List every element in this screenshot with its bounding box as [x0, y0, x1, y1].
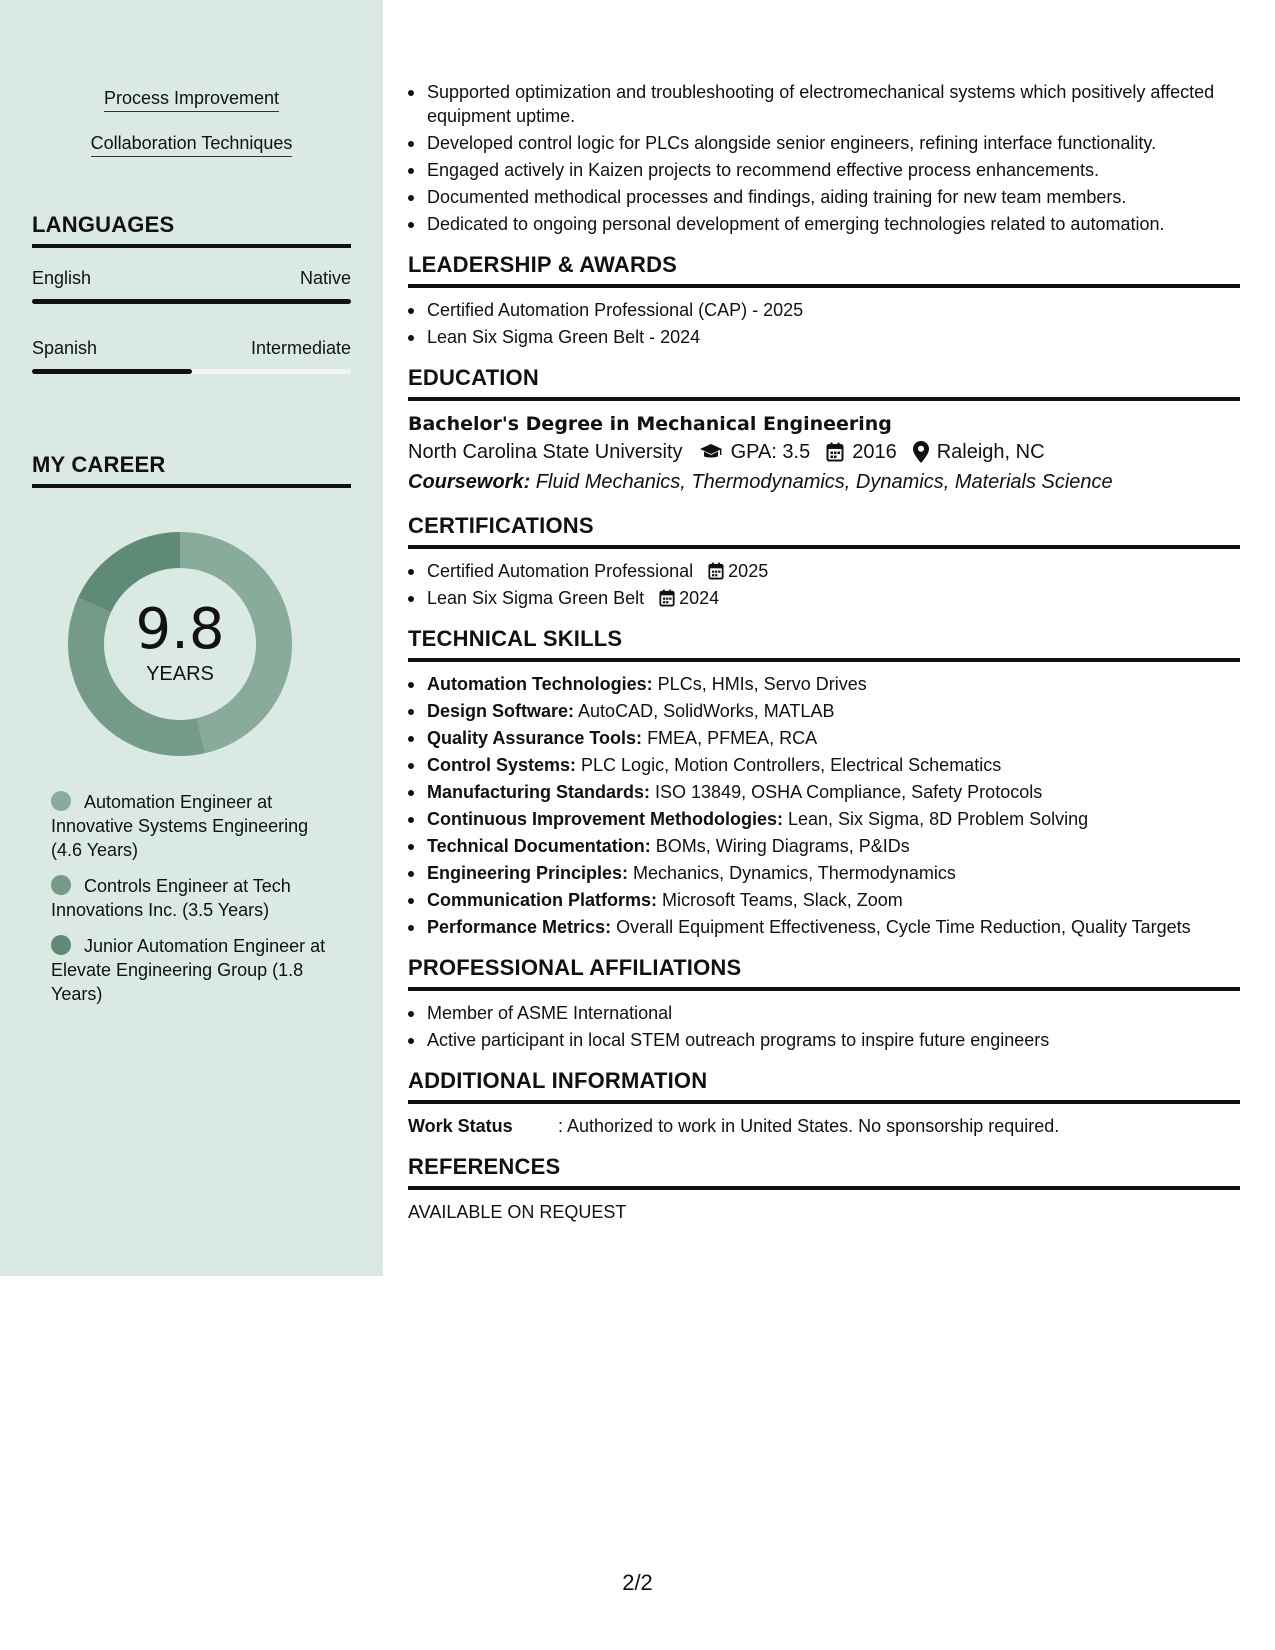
language-name: English: [32, 268, 92, 288]
calendar-icon: [826, 442, 844, 462]
language-row-spanish: [32, 338, 351, 359]
experience-bullet: Supported optimization and troubleshooting of electromechanical systems which positively affected equipment uptime.: [408, 80, 1240, 128]
language-name: Spanish: [32, 338, 98, 358]
experience-bullet: Engaged actively in Kaizen projects to recommend effective process enhancements.: [408, 158, 1240, 182]
section-heading: PROFESSIONAL AFFILIATIONS: [408, 955, 1240, 991]
certification-item: Lean Six Sigma Green Belt 2024: [408, 586, 1240, 610]
skill-item: Design Software: AutoCAD, SolidWorks, MATLAB: [408, 699, 1240, 723]
work-status-label: Work Status: [408, 1116, 513, 1136]
career-item: Junior Automation Engineer at Elevate Engineering Group (1.8 Years): [51, 936, 326, 1004]
career-unit: YEARS: [146, 663, 214, 685]
work-status-row: [408, 1114, 1240, 1138]
affiliation-item: Member of ASME International: [408, 1001, 1240, 1025]
gpa: GPA: 3.5: [730, 441, 811, 463]
award-item: Certified Automation Professional (CAP) - 2025: [408, 298, 1240, 322]
school-location: Raleigh, NC: [936, 441, 1045, 463]
language-bar-fill: [32, 369, 192, 374]
language-bar-fill: [32, 299, 351, 304]
work-status-value: : Authorized to work in United States. No sponsorship required.: [558, 1116, 1060, 1136]
school-line: [408, 437, 1240, 467]
skill-item: Process Improvement: [0, 88, 383, 112]
legend-dot: [51, 791, 71, 811]
section-heading: REFERENCES: [408, 1154, 1240, 1190]
languages-heading: LANGUAGES: [32, 212, 351, 248]
coursework: Coursework: Fluid Mechanics, Thermodynamics, Dynamics, Materials Science: [408, 471, 1113, 493]
career-legend: [51, 790, 341, 1018]
language-row-english: [32, 268, 351, 289]
certification-item: Certified Automation Professional 2025: [408, 559, 1240, 583]
award-item: Lean Six Sigma Green Belt - 2024: [408, 325, 1240, 349]
skill-item: Communication Platforms: Microsoft Teams, Slack, Zoom: [408, 888, 1240, 912]
degree-title: Bachelor's Degree in Mechanical Engineering: [408, 413, 892, 435]
career-donut-chart: [62, 526, 298, 762]
education-section: [408, 365, 1240, 497]
skill-item: Continuous Improvement Methodologies: Lean, Six Sigma, 8D Problem Solving: [408, 807, 1240, 831]
calendar-icon: [659, 586, 675, 610]
leadership-section: [408, 252, 1240, 349]
career-item: Automation Engineer at Innovative Systems Engineering (4.6 Years): [51, 792, 309, 860]
experience-bullets: [408, 80, 1240, 236]
career-total: 9.8: [135, 597, 225, 662]
section-heading: ADDITIONAL INFORMATION: [408, 1068, 1240, 1104]
section-heading: EDUCATION: [408, 365, 1240, 401]
skill-item: Technical Documentation: BOMs, Wiring Diagrams, P&IDs: [408, 834, 1240, 858]
graduation-year: 2016: [852, 441, 897, 463]
experience-bullet: Developed control logic for PLCs alongside senior engineers, refining interface functionality.: [408, 131, 1240, 155]
skill-item: Control Systems: PLC Logic, Motion Controllers, Electrical Schematics: [408, 753, 1240, 777]
additional-info-section: [408, 1068, 1240, 1138]
language-level: Intermediate: [250, 338, 351, 358]
school-name: North Carolina State University: [408, 441, 683, 463]
career-heading: MY CAREER: [32, 452, 351, 488]
references-text: AVAILABLE ON REQUEST: [408, 1202, 627, 1222]
skill-item: Engineering Principles: Mechanics, Dynamics, Thermodynamics: [408, 861, 1240, 885]
page-number: 2/2: [622, 1570, 653, 1595]
skill-item: Collaboration Techniques: [0, 133, 383, 157]
calendar-icon: [708, 559, 724, 583]
sidebar: [0, 0, 383, 1276]
affiliations-section: [408, 955, 1240, 1052]
section-heading: TECHNICAL SKILLS: [408, 626, 1240, 662]
experience-bullet: Documented methodical processes and findings, aiding training for new team members.: [408, 185, 1240, 209]
experience-bullet: Dedicated to ongoing personal development of emerging technologies related to automation.: [408, 212, 1240, 236]
graduation-cap-icon: [699, 443, 723, 461]
certifications-section: [408, 513, 1240, 610]
skill-item: Manufacturing Standards: ISO 13849, OSHA Compliance, Safety Protocols: [408, 780, 1240, 804]
section-heading: CERTIFICATIONS: [408, 513, 1240, 549]
skill-item: Performance Metrics: Overall Equipment Effectiveness, Cycle Time Reduction, Quality Targets: [408, 915, 1240, 939]
language-bar-english: [32, 299, 351, 304]
affiliation-item: Active participant in local STEM outreach programs to inspire future engineers: [408, 1028, 1240, 1052]
section-heading: LEADERSHIP & AWARDS: [408, 252, 1240, 288]
main-content: [408, 80, 1240, 1224]
career-item: Controls Engineer at Tech Innovations Inc. (3.5 Years): [51, 876, 291, 920]
skill-item: Quality Assurance Tools: FMEA, PFMEA, RCA: [408, 726, 1240, 750]
location-pin-icon: [913, 441, 929, 463]
legend-dot: [51, 875, 71, 895]
language-bar-spanish: [32, 369, 351, 374]
skill-item: Automation Technologies: PLCs, HMIs, Servo Drives: [408, 672, 1240, 696]
references-section: [408, 1154, 1240, 1224]
technical-skills-section: [408, 626, 1240, 939]
language-level: Native: [299, 268, 351, 288]
legend-dot: [51, 935, 71, 955]
